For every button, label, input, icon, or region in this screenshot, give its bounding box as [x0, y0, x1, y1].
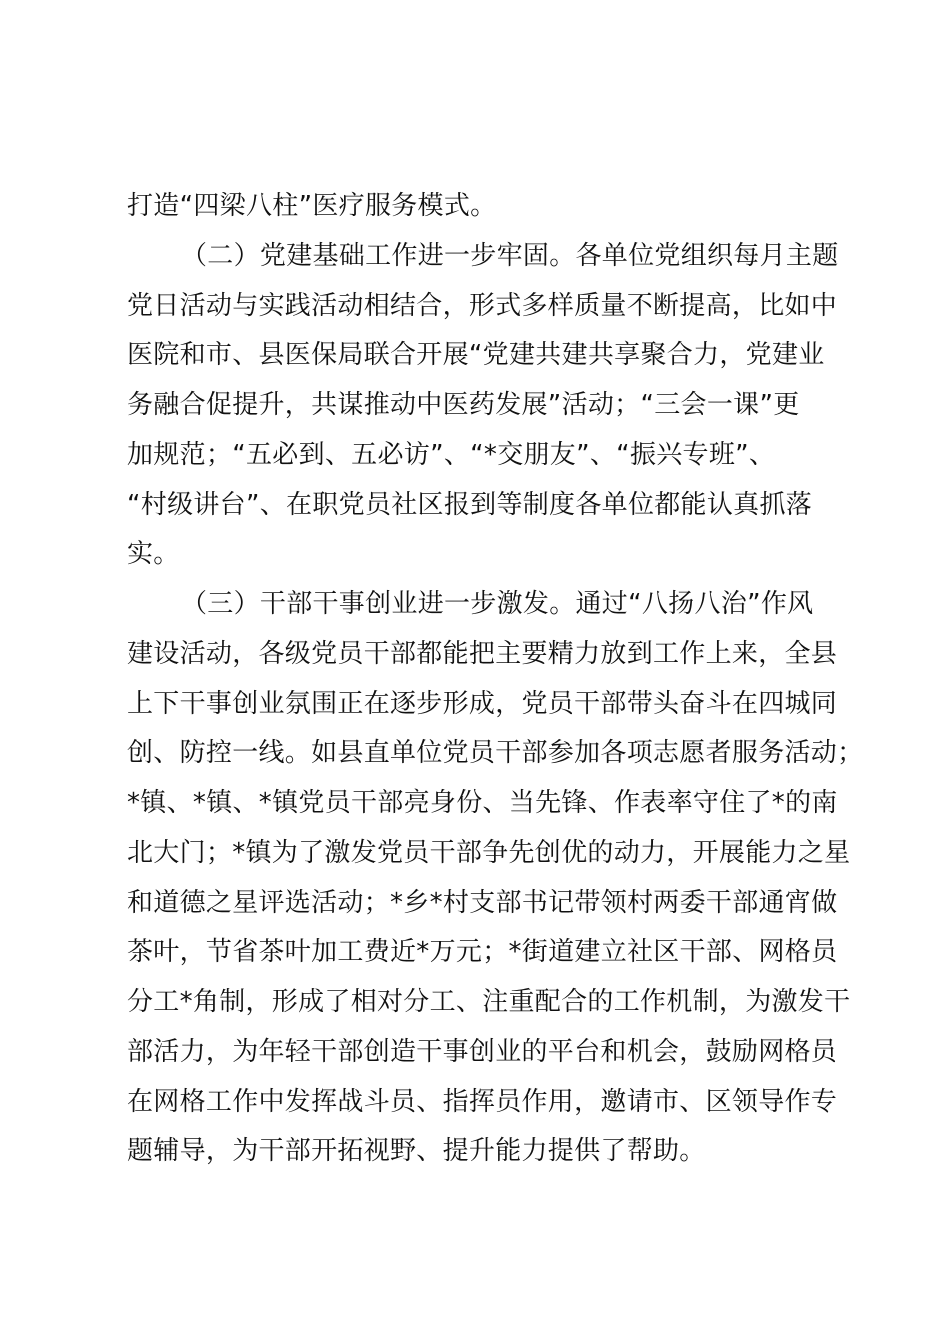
paragraph-3-line-7: 和道德之星评选活动；*乡*村支部书记带领村两委干部通宵做: [127, 888, 838, 918]
paragraph-3-line-5: *镇、*镇、*镇党员干部亮身份、当先锋、作表率守住了*的南: [127, 788, 838, 818]
paragraph-3-line-10: 部活力，为年轻干部创造干事创业的平台和机会，鼓励网格员: [127, 1037, 838, 1067]
paragraph-2-line-4: 务融合促提升，共谋推动中医药发展”活动；“三会一课”更: [127, 390, 800, 420]
paragraph-3-line-1: （三）干部干事创业进一步激发。通过“八扬八治”作风: [181, 589, 814, 619]
paragraph-3-line-8: 茶叶，节省茶叶加工费近*万元；*街道建立社区干部、网格员: [127, 937, 838, 967]
paragraph-2-line-6: “村级讲台”、在职党员社区报到等制度各单位都能认真抓落: [127, 490, 813, 520]
paragraph-2-line-1: （二）党建基础工作进一步牢固。各单位党组织每月主题: [181, 241, 839, 271]
paragraph-2-line-5: 加规范；“五必到、五必访”、“*交朋友”、“振兴专班”、: [127, 440, 776, 470]
paragraph-3-line-6: 北大门；*镇为了激发党员干部争先创优的动力，开展能力之星: [127, 838, 851, 868]
paragraph-3-line-12: 题辅导，为干部开拓视野、提升能力提供了帮助。: [127, 1136, 706, 1166]
paragraph-3-line-9: 分工*角制，形成了相对分工、注重配合的工作机制，为激发干: [127, 987, 851, 1017]
text-line-1: 打造“四梁八柱”医疗服务模式。: [127, 191, 497, 221]
paragraph-2-line-2: 党日活动与实践活动相结合，形式多样质量不断提高，比如中: [127, 291, 838, 321]
paragraph-3-line-2: 建设活动，各级党员干部都能把主要精力放到工作上来，全县: [127, 639, 838, 669]
paragraph-3-line-11: 在网格工作中发挥战斗员、指挥员作用，邀请市、区领导作专: [127, 1087, 838, 1117]
paragraph-2-line-7: 实。: [127, 539, 180, 569]
paragraph-2-line-3: 医院和市、县医保局联合开展“党建共建共享聚合力，党建业: [127, 340, 825, 370]
paragraph-3-line-4: 创、防控一线。如县直单位党员干部参加各项志愿者服务活动；: [127, 738, 864, 768]
paragraph-3-line-3: 上下干事创业氛围正在逐步形成，党员干部带头奋斗在四城同: [127, 689, 838, 719]
